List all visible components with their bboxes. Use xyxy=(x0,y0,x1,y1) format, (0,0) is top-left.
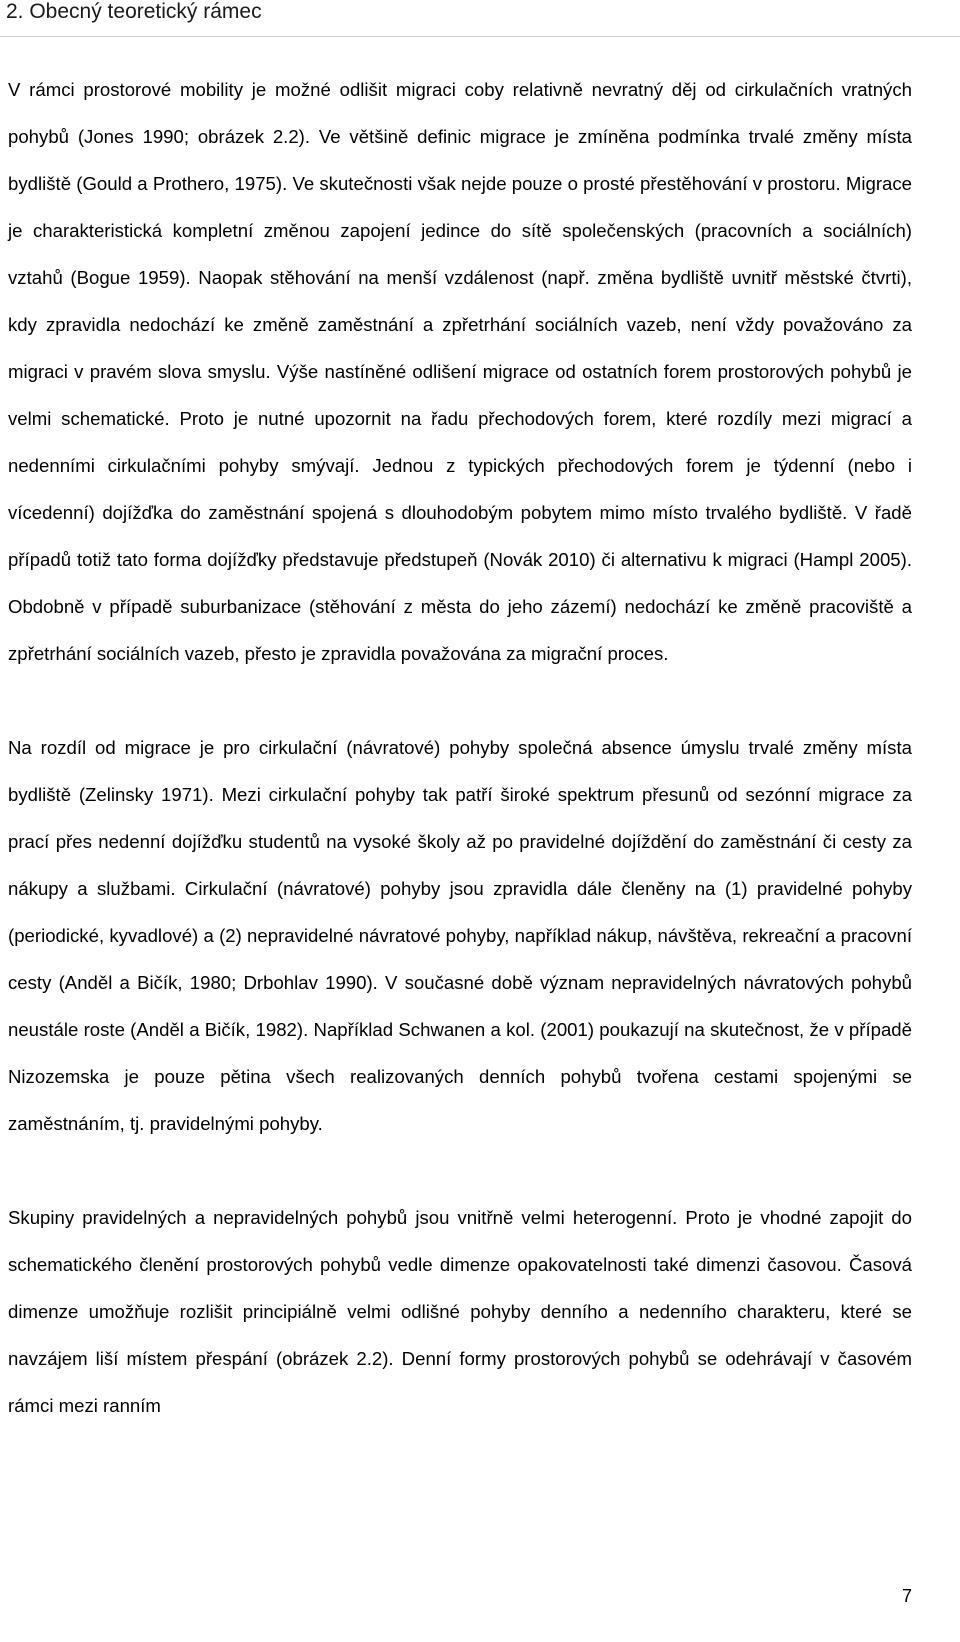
page-number: 7 xyxy=(901,1586,912,1606)
chapter-title: 2. Obecný teoretický rámec xyxy=(6,0,262,23)
body-text xyxy=(8,66,912,1429)
page-header xyxy=(0,0,960,38)
paragraph-time-dimension: Skupiny pravidelných a nepravidelných pohybů jsou vnitřně velmi heterogenní. Proto je vhodné zapojit do schematického členění prostorových pohybů vedle dimenze opakovatelnosti také dimenzi časovou. Časová dimenze umožňuje rozlišit principiálně velmi odlišné pohyby denního a nedenního charakteru, které se navzájem liší místem přespání (obrázek 2.2). Denní formy prostorových pohybů se odehrávají v časovém rámci mezi ranním xyxy=(8,1207,912,1416)
paragraph-migration-definition: V rámci prostorové mobility je možné odlišit migraci coby relativně nevratný děj od cirkulačních vratných pohybů (Jones 1990; obrázek 2.2). Ve většině definic migrace je zmíněna podmínka trvalé změny místa bydliště (Gould a Prothero, 1975). Ve skutečnosti však nejde pouze o prosté přestěhování v prostoru. Migrace je charakteristická kompletní změnou zapojení jedince do sítě společenských (pracovních a sociálních) vztahů (Bogue 1959). Naopak stěhování na menší vzdálenost (např. změna bydliště uvnitř městské čtvrti), kdy zpravidla nedochází ke změně zaměstnání a zpřetrhání sociálních vazeb, není vždy považováno za migraci v pravém slova smyslu. Výše nastíněné odlišení migrace od ostatních forem prostorových pohybů je velmi schematické. Proto je nutné upozornit na řadu přechodových forem, které rozdíly mezi migrací a nedenními cirkulačními pohyby smývají. Jednou z typických přechodových forem je týdenní (nebo i vícedenní) dojížďka do zaměstnání spojená s dlouhodobým pobytem mimo místo trvalého bydliště. V řadě případů totiž tato forma dojížďky představuje předstupeň (Novák 2010) či alternativu k migraci (Hampl 2005). Obdobně v případě suburbanizace (stěhování z města do jeho zázemí) nedochází ke změně pracoviště a zpřetrhání sociálních vazeb, přesto je zpravidla považována za migrační proces. xyxy=(8,79,912,664)
header-divider xyxy=(0,36,960,37)
paragraph-circulation-movements: Na rozdíl od migrace je pro cirkulační (návratové) pohyby společná absence úmyslu trvalé změny místa bydliště (Zelinsky 1971). Mezi cirkulační pohyby tak patří široké spektrum přesunů od sezónní migrace za prací přes nedenní dojížďku studentů na vysoké školy až po pravidelné dojíždění do zaměstnání či cesty za nákupy a službami. Cirkulační (návratové) pohyby jsou zpravidla dále členěny na (1) pravidelné pohyby (periodické, kyvadlové) a (2) nepravidelné návratové pohyby, například nákup, návštěva, rekreační a pracovní cesty (Anděl a Bičík, 1980; Drbohlav 1990). V současné době význam nepravidelných návratových pohybů neustále roste (Anděl a Bičík, 1982). Například Schwanen a kol. (2001) poukazují na skutečnost, že v případě Nizozemska je pouze pětina všech realizovaných denních pohybů tvořena cestami spojenými se zaměstnáním, tj. pravidelnými pohyby. xyxy=(8,737,912,1134)
